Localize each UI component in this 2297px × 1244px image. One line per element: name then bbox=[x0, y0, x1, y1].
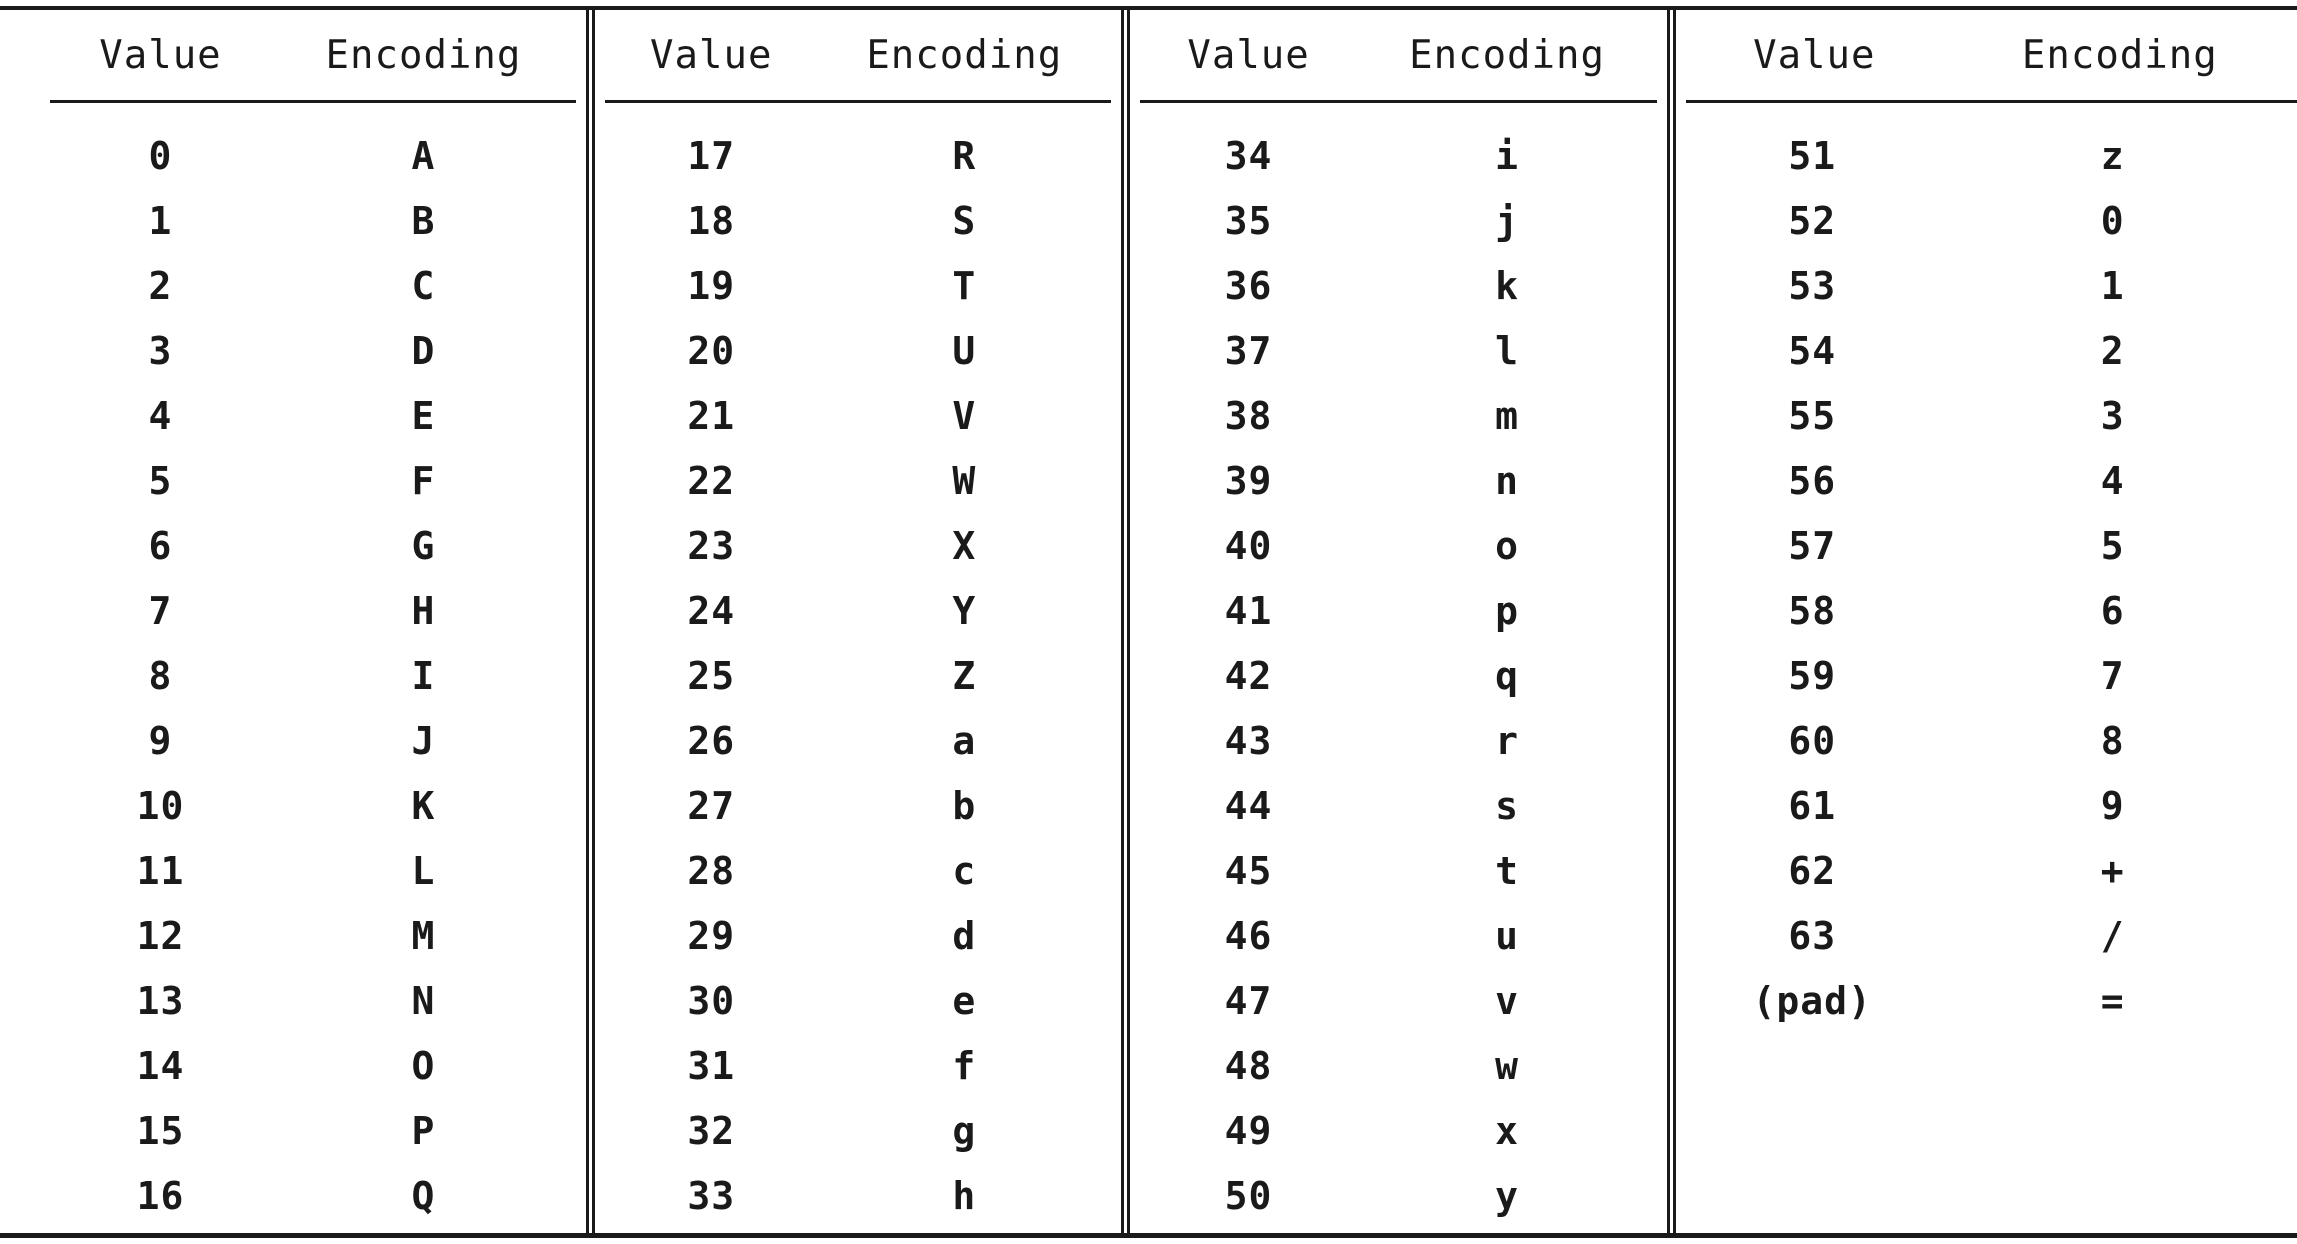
encoding-cell: b bbox=[952, 783, 977, 828]
encoding-cell: Q bbox=[411, 1173, 436, 1218]
header-encoding: Encoding bbox=[866, 32, 1063, 78]
encoding-cell: F bbox=[411, 458, 436, 503]
encoding-cell: T bbox=[952, 263, 977, 308]
encoding-cell: J bbox=[411, 718, 436, 763]
encoding-cell: v bbox=[1495, 978, 1519, 1023]
table-row bbox=[1140, 253, 1657, 318]
table-row bbox=[605, 318, 1111, 383]
table-row bbox=[50, 578, 576, 643]
table-row bbox=[50, 903, 576, 968]
value-cell: 54 bbox=[1788, 328, 1837, 373]
table-row bbox=[1686, 643, 2287, 708]
table-row bbox=[1140, 188, 1657, 253]
table-row bbox=[1686, 383, 2287, 448]
value-cell: 8 bbox=[148, 653, 173, 698]
value-cell: 49 bbox=[1224, 1108, 1273, 1153]
value-cell: 20 bbox=[687, 328, 736, 373]
value-cell: 25 bbox=[687, 653, 736, 698]
encoding-cell: u bbox=[1495, 913, 1519, 958]
table-row bbox=[50, 1163, 576, 1228]
header-encoding: Encoding bbox=[1409, 32, 1605, 78]
table-rows bbox=[1676, 103, 2297, 1033]
value-cell: 4 bbox=[148, 393, 173, 438]
encoding-cell: l bbox=[1495, 328, 1519, 373]
encoding-cell: 6 bbox=[2100, 588, 2125, 633]
encoding-cell: a bbox=[952, 718, 977, 763]
encoding-cell: o bbox=[1495, 523, 1519, 568]
encoding-cell: x bbox=[1495, 1108, 1519, 1153]
encoding-cell: P bbox=[411, 1108, 436, 1153]
encoding-cell: m bbox=[1495, 393, 1519, 438]
encoding-cell: r bbox=[1495, 718, 1519, 763]
table-row bbox=[1686, 123, 2287, 188]
table-row bbox=[1140, 968, 1657, 1033]
table-block-4 bbox=[1667, 10, 2297, 1233]
encoding-cell: 0 bbox=[2100, 198, 2125, 243]
value-cell: 51 bbox=[1788, 133, 1837, 178]
encoding-cell: 4 bbox=[2100, 458, 2125, 503]
table-row bbox=[1686, 253, 2287, 318]
encoding-cell: Z bbox=[952, 653, 977, 698]
value-cell: 28 bbox=[687, 848, 736, 893]
table-block-3 bbox=[1121, 10, 1667, 1233]
value-cell: 10 bbox=[136, 783, 185, 828]
table-row bbox=[50, 838, 576, 903]
table-row bbox=[1140, 903, 1657, 968]
table-row bbox=[1140, 513, 1657, 578]
value-cell: 60 bbox=[1788, 718, 1837, 763]
encoding-cell: I bbox=[411, 653, 436, 698]
header-value: Value bbox=[1753, 32, 1876, 78]
encoding-cell: p bbox=[1495, 588, 1519, 633]
value-cell: 39 bbox=[1224, 458, 1273, 503]
table-header bbox=[1140, 10, 1657, 103]
table-row bbox=[1140, 383, 1657, 448]
encoding-cell: j bbox=[1495, 198, 1519, 243]
table-row bbox=[605, 578, 1111, 643]
encoding-cell: h bbox=[952, 1173, 977, 1218]
table-row bbox=[1686, 448, 2287, 513]
value-cell: 38 bbox=[1224, 393, 1273, 438]
value-cell: 33 bbox=[687, 1173, 736, 1218]
value-cell: 62 bbox=[1788, 848, 1837, 893]
value-cell: 23 bbox=[687, 523, 736, 568]
encoding-cell: K bbox=[411, 783, 436, 828]
value-cell: 46 bbox=[1224, 913, 1273, 958]
value-cell: 27 bbox=[687, 783, 736, 828]
table-row bbox=[50, 773, 576, 838]
value-cell: 15 bbox=[136, 1108, 185, 1153]
encoding-cell: V bbox=[952, 393, 977, 438]
value-cell: 44 bbox=[1224, 783, 1273, 828]
encoding-cell: i bbox=[1495, 133, 1519, 178]
encoding-cell: w bbox=[1495, 1043, 1519, 1088]
value-cell: 36 bbox=[1224, 263, 1273, 308]
table-row bbox=[50, 383, 576, 448]
table-row bbox=[50, 708, 576, 773]
value-cell: 47 bbox=[1224, 978, 1273, 1023]
table-row bbox=[50, 643, 576, 708]
table-rows bbox=[595, 103, 1121, 1228]
value-cell: 14 bbox=[136, 1043, 185, 1088]
value-cell: 55 bbox=[1788, 393, 1837, 438]
value-cell: 59 bbox=[1788, 653, 1837, 698]
header-value: Value bbox=[99, 32, 222, 78]
value-cell: 57 bbox=[1788, 523, 1837, 568]
encoding-cell: z bbox=[2100, 133, 2125, 178]
table-row bbox=[605, 903, 1111, 968]
table-row bbox=[605, 253, 1111, 318]
table-row bbox=[605, 1163, 1111, 1228]
encoding-cell: H bbox=[411, 588, 436, 633]
value-cell: 11 bbox=[136, 848, 185, 893]
encoding-cell: q bbox=[1495, 653, 1519, 698]
table-row bbox=[50, 318, 576, 383]
table-block-1 bbox=[0, 10, 586, 1233]
table-row bbox=[1686, 773, 2287, 838]
encoding-cell: D bbox=[411, 328, 436, 373]
value-cell: 32 bbox=[687, 1108, 736, 1153]
value-cell: 53 bbox=[1788, 263, 1837, 308]
table-header bbox=[50, 10, 576, 103]
encoding-cell: c bbox=[952, 848, 977, 893]
encoding-cell: 1 bbox=[2100, 263, 2125, 308]
value-cell: 42 bbox=[1224, 653, 1273, 698]
encoding-cell: R bbox=[952, 133, 977, 178]
encoding-cell: M bbox=[411, 913, 436, 958]
table-rows bbox=[0, 103, 586, 1228]
value-cell: 1 bbox=[148, 198, 173, 243]
table-row bbox=[1140, 1098, 1657, 1163]
value-cell: 58 bbox=[1788, 588, 1837, 633]
table-row bbox=[1686, 838, 2287, 903]
encoding-cell: y bbox=[1495, 1173, 1519, 1218]
table-row bbox=[605, 643, 1111, 708]
encoding-cell: 9 bbox=[2100, 783, 2125, 828]
value-cell: 2 bbox=[148, 263, 173, 308]
encoding-cell: A bbox=[411, 133, 436, 178]
table-row bbox=[1686, 903, 2287, 968]
value-cell: 41 bbox=[1224, 588, 1273, 633]
base64-encoding-table bbox=[0, 6, 2297, 1238]
table-row bbox=[1140, 773, 1657, 838]
encoding-cell: / bbox=[2100, 913, 2125, 958]
encoding-cell: G bbox=[411, 523, 436, 568]
table-row bbox=[1140, 318, 1657, 383]
value-cell: 9 bbox=[148, 718, 173, 763]
value-cell: 21 bbox=[687, 393, 736, 438]
encoding-cell: s bbox=[1495, 783, 1519, 828]
value-cell: 22 bbox=[687, 458, 736, 503]
table-row bbox=[1686, 188, 2287, 253]
header-encoding: Encoding bbox=[2021, 32, 2218, 78]
value-cell: 43 bbox=[1224, 718, 1273, 763]
value-cell: 35 bbox=[1224, 198, 1273, 243]
value-cell: 12 bbox=[136, 913, 185, 958]
table-row bbox=[605, 773, 1111, 838]
table-block-2 bbox=[586, 10, 1121, 1233]
table-row bbox=[1686, 318, 2287, 383]
value-cell: 18 bbox=[687, 198, 736, 243]
value-cell: 52 bbox=[1788, 198, 1837, 243]
encoding-cell: n bbox=[1495, 458, 1519, 503]
value-cell: 29 bbox=[687, 913, 736, 958]
encoding-cell: C bbox=[411, 263, 436, 308]
table-row bbox=[605, 383, 1111, 448]
table-row bbox=[1140, 1163, 1657, 1228]
table-row bbox=[1686, 578, 2287, 643]
value-cell: 37 bbox=[1224, 328, 1273, 373]
encoding-cell: = bbox=[2100, 978, 2125, 1023]
table-row bbox=[605, 1033, 1111, 1098]
value-cell: 34 bbox=[1224, 133, 1273, 178]
table-row bbox=[605, 448, 1111, 513]
table-row bbox=[50, 1033, 576, 1098]
value-cell: 30 bbox=[687, 978, 736, 1023]
value-cell: 48 bbox=[1224, 1043, 1273, 1088]
header-value: Value bbox=[1187, 32, 1310, 78]
encoding-cell: N bbox=[411, 978, 436, 1023]
encoding-cell: k bbox=[1495, 263, 1519, 308]
table-row bbox=[605, 708, 1111, 773]
table-row bbox=[605, 123, 1111, 188]
encoding-cell: U bbox=[952, 328, 977, 373]
value-cell: 56 bbox=[1788, 458, 1837, 503]
table-row bbox=[1140, 1033, 1657, 1098]
value-cell: 5 bbox=[148, 458, 173, 503]
value-cell: 45 bbox=[1224, 848, 1273, 893]
encoding-cell: e bbox=[952, 978, 977, 1023]
encoding-cell: + bbox=[2100, 848, 2125, 893]
encoding-cell: E bbox=[411, 393, 436, 438]
encoding-cell: 5 bbox=[2100, 523, 2125, 568]
value-cell: 63 bbox=[1788, 913, 1837, 958]
table-row bbox=[605, 838, 1111, 903]
encoding-cell: g bbox=[952, 1108, 977, 1153]
encoding-cell: B bbox=[411, 198, 436, 243]
value-cell: (pad) bbox=[1752, 978, 1872, 1023]
encoding-cell: S bbox=[952, 198, 977, 243]
table-row bbox=[605, 1098, 1111, 1163]
table-row bbox=[50, 1098, 576, 1163]
table-header bbox=[1686, 10, 2297, 103]
value-cell: 0 bbox=[148, 133, 173, 178]
value-cell: 31 bbox=[687, 1043, 736, 1088]
table-blocks bbox=[0, 10, 2297, 1233]
encoding-cell: O bbox=[411, 1043, 436, 1088]
encoding-cell: Y bbox=[952, 588, 977, 633]
encoding-cell: 3 bbox=[2100, 393, 2125, 438]
table-row bbox=[605, 968, 1111, 1033]
value-cell: 24 bbox=[687, 588, 736, 633]
encoding-cell: 8 bbox=[2100, 718, 2125, 763]
encoding-cell: 2 bbox=[2100, 328, 2125, 373]
table-row bbox=[1140, 123, 1657, 188]
table-row bbox=[50, 513, 576, 578]
table-row bbox=[50, 188, 576, 253]
encoding-cell: X bbox=[952, 523, 977, 568]
table-row bbox=[50, 123, 576, 188]
value-cell: 6 bbox=[148, 523, 173, 568]
value-cell: 50 bbox=[1224, 1173, 1273, 1218]
table-row bbox=[50, 253, 576, 318]
encoding-cell: W bbox=[952, 458, 977, 503]
value-cell: 26 bbox=[687, 718, 736, 763]
table-row bbox=[1140, 643, 1657, 708]
table-row bbox=[1686, 708, 2287, 773]
value-cell: 3 bbox=[148, 328, 173, 373]
table-row bbox=[1140, 708, 1657, 773]
encoding-cell: t bbox=[1495, 848, 1519, 893]
value-cell: 7 bbox=[148, 588, 173, 633]
value-cell: 13 bbox=[136, 978, 185, 1023]
table-row bbox=[1140, 578, 1657, 643]
table-row bbox=[50, 448, 576, 513]
table-row bbox=[605, 188, 1111, 253]
encoding-cell: f bbox=[952, 1043, 977, 1088]
table-row bbox=[1140, 838, 1657, 903]
table-header bbox=[605, 10, 1111, 103]
header-value: Value bbox=[650, 32, 773, 78]
table-row bbox=[1686, 513, 2287, 578]
table-row bbox=[1140, 448, 1657, 513]
encoding-cell: 7 bbox=[2100, 653, 2125, 698]
encoding-cell: L bbox=[411, 848, 436, 893]
value-cell: 17 bbox=[687, 133, 736, 178]
value-cell: 61 bbox=[1788, 783, 1837, 828]
table-rows bbox=[1130, 103, 1667, 1228]
encoding-cell: d bbox=[952, 913, 977, 958]
table-row bbox=[1686, 968, 2287, 1033]
table-row bbox=[50, 968, 576, 1033]
value-cell: 19 bbox=[687, 263, 736, 308]
value-cell: 16 bbox=[136, 1173, 185, 1218]
table-row bbox=[605, 513, 1111, 578]
header-encoding: Encoding bbox=[325, 32, 522, 78]
value-cell: 40 bbox=[1224, 523, 1273, 568]
